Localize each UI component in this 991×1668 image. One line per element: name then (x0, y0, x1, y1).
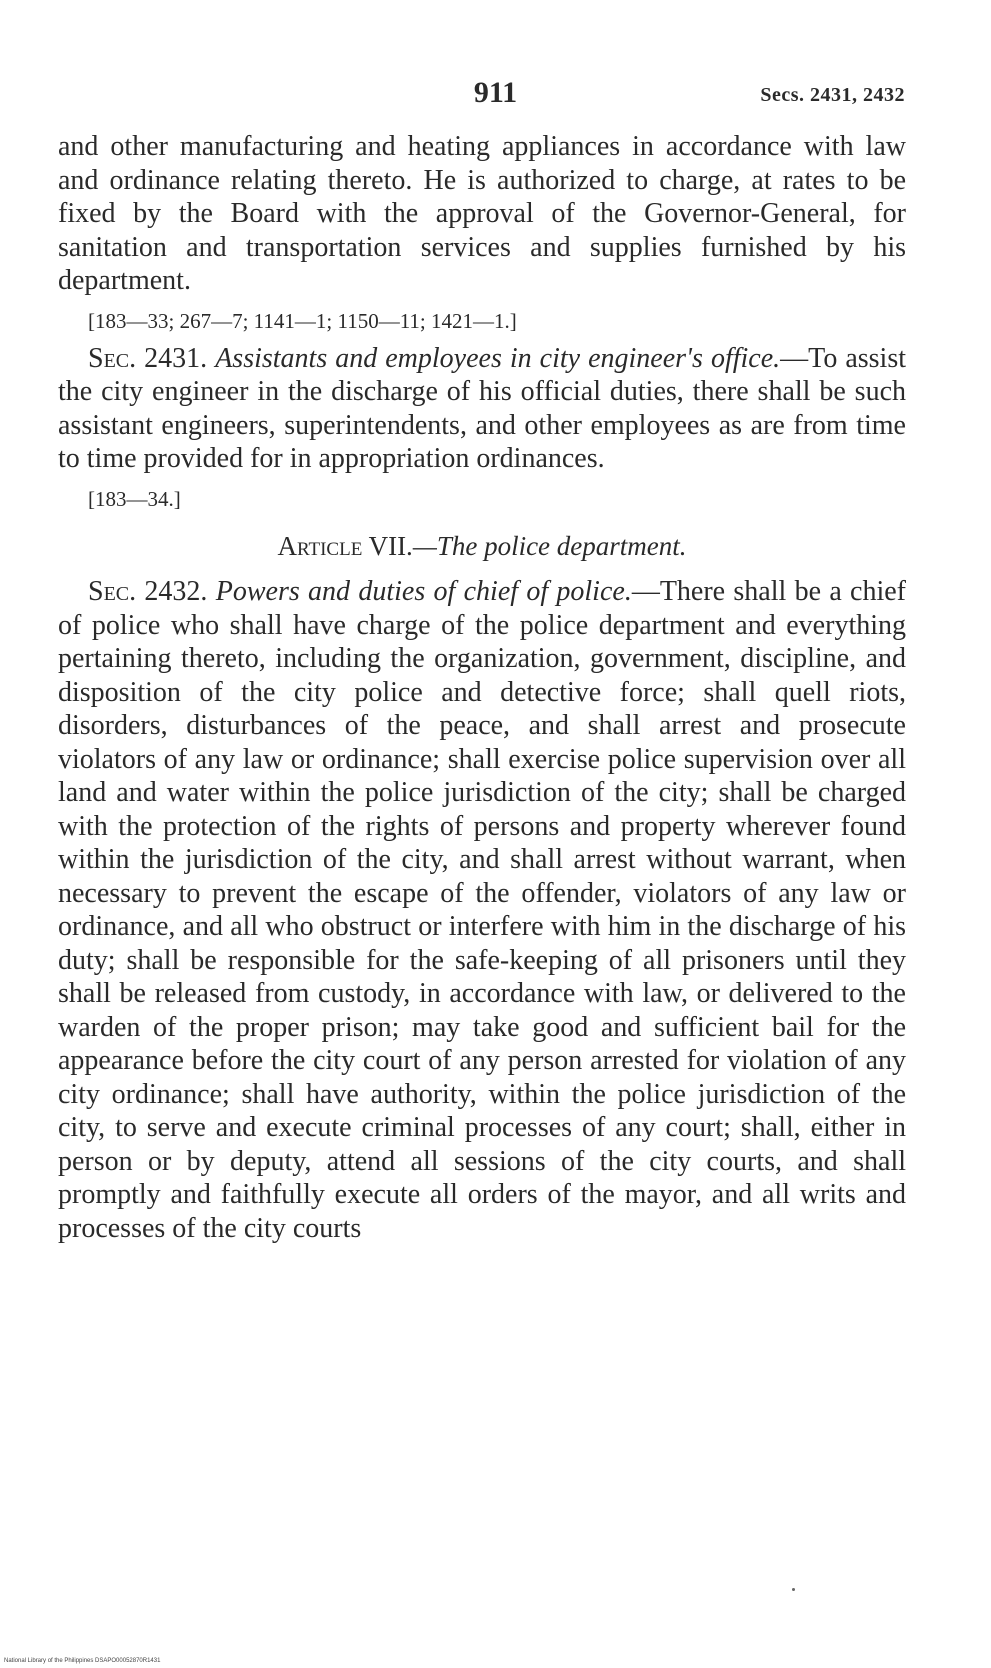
page-number: 911 (473, 76, 518, 109)
section-catchline: Assistants and employees in city engineer's office. (215, 342, 781, 374)
scan-footer: National Library of the Philippines DSAPO00052870R1431 (4, 1658, 161, 1664)
section-text: —To assist the city engineer in the discharge of his official duties, there shall be such assistant engineers, superintendents, and other employees as are from time to time provided for in appropriation ordinances. (58, 342, 907, 474)
citation: [183—34.] (88, 486, 181, 511)
article-heading (58, 530, 906, 564)
body-text (58, 130, 906, 1245)
scan-speck (792, 1588, 795, 1591)
article-title: —The police department. (412, 530, 687, 561)
section-label: Sec. 2431. (88, 342, 208, 374)
article-label: Article VII. (277, 530, 413, 561)
section-text: —There shall be a chief of police who shall have charge of the police department and everything pertaining thereto, including the organization, government, discipline, and disposition of the city police and detective force; shall quell riots, disorders, disturbances of the peace, and shall arrest and prosecute violators of any law or ordinance; shall exercise police supervision over all land and water within the police jurisdiction of the city; shall be charged with the protection of the rights of persons and property wherever found within the jurisdiction of the city, and shall arrest without warrant, when necessary to prevent the escape of the offender, violators of any law or ordinance, and all who obstruct or interfere with him in the discharge of his duty; shall be responsible for the safe-keeping of all prisoners until they shall be released from custody, in accordance with law, or delivered to the warden of the proper prison; may take good and sufficient bail for the appearance before the city court of any person arrested for violation of any city ordinance; shall have authority, within the police jurisdiction of the city, to serve and execute criminal processes of any court; shall, either in person or by deputy, attend all sessions of the city courts, and shall promptly and faithfully execute all orders of the mayor, and all writs and processes of the city courts (58, 576, 907, 1244)
section-2432-paragraph (58, 575, 906, 1245)
section-reference: Secs. 2431, 2432 (760, 84, 905, 106)
section-2431-paragraph (58, 342, 906, 476)
section-label: Sec. 2432. (88, 576, 208, 607)
running-head (0, 72, 991, 112)
continuation-paragraph: and other manufacturing and heating appliances in accordance with law and ordinance relating thereto. He is authorized to charge, at rates to be fixed by the Board with the approval of the Governor-General, for sanitation and transportation services and supplies furnished by his department. (58, 131, 906, 296)
section-catchline: Powers and duties of chief of police. (215, 576, 632, 607)
citation: [183—33; 267—7; 1141—1; 1150—11; 1421—1.] (88, 308, 517, 333)
